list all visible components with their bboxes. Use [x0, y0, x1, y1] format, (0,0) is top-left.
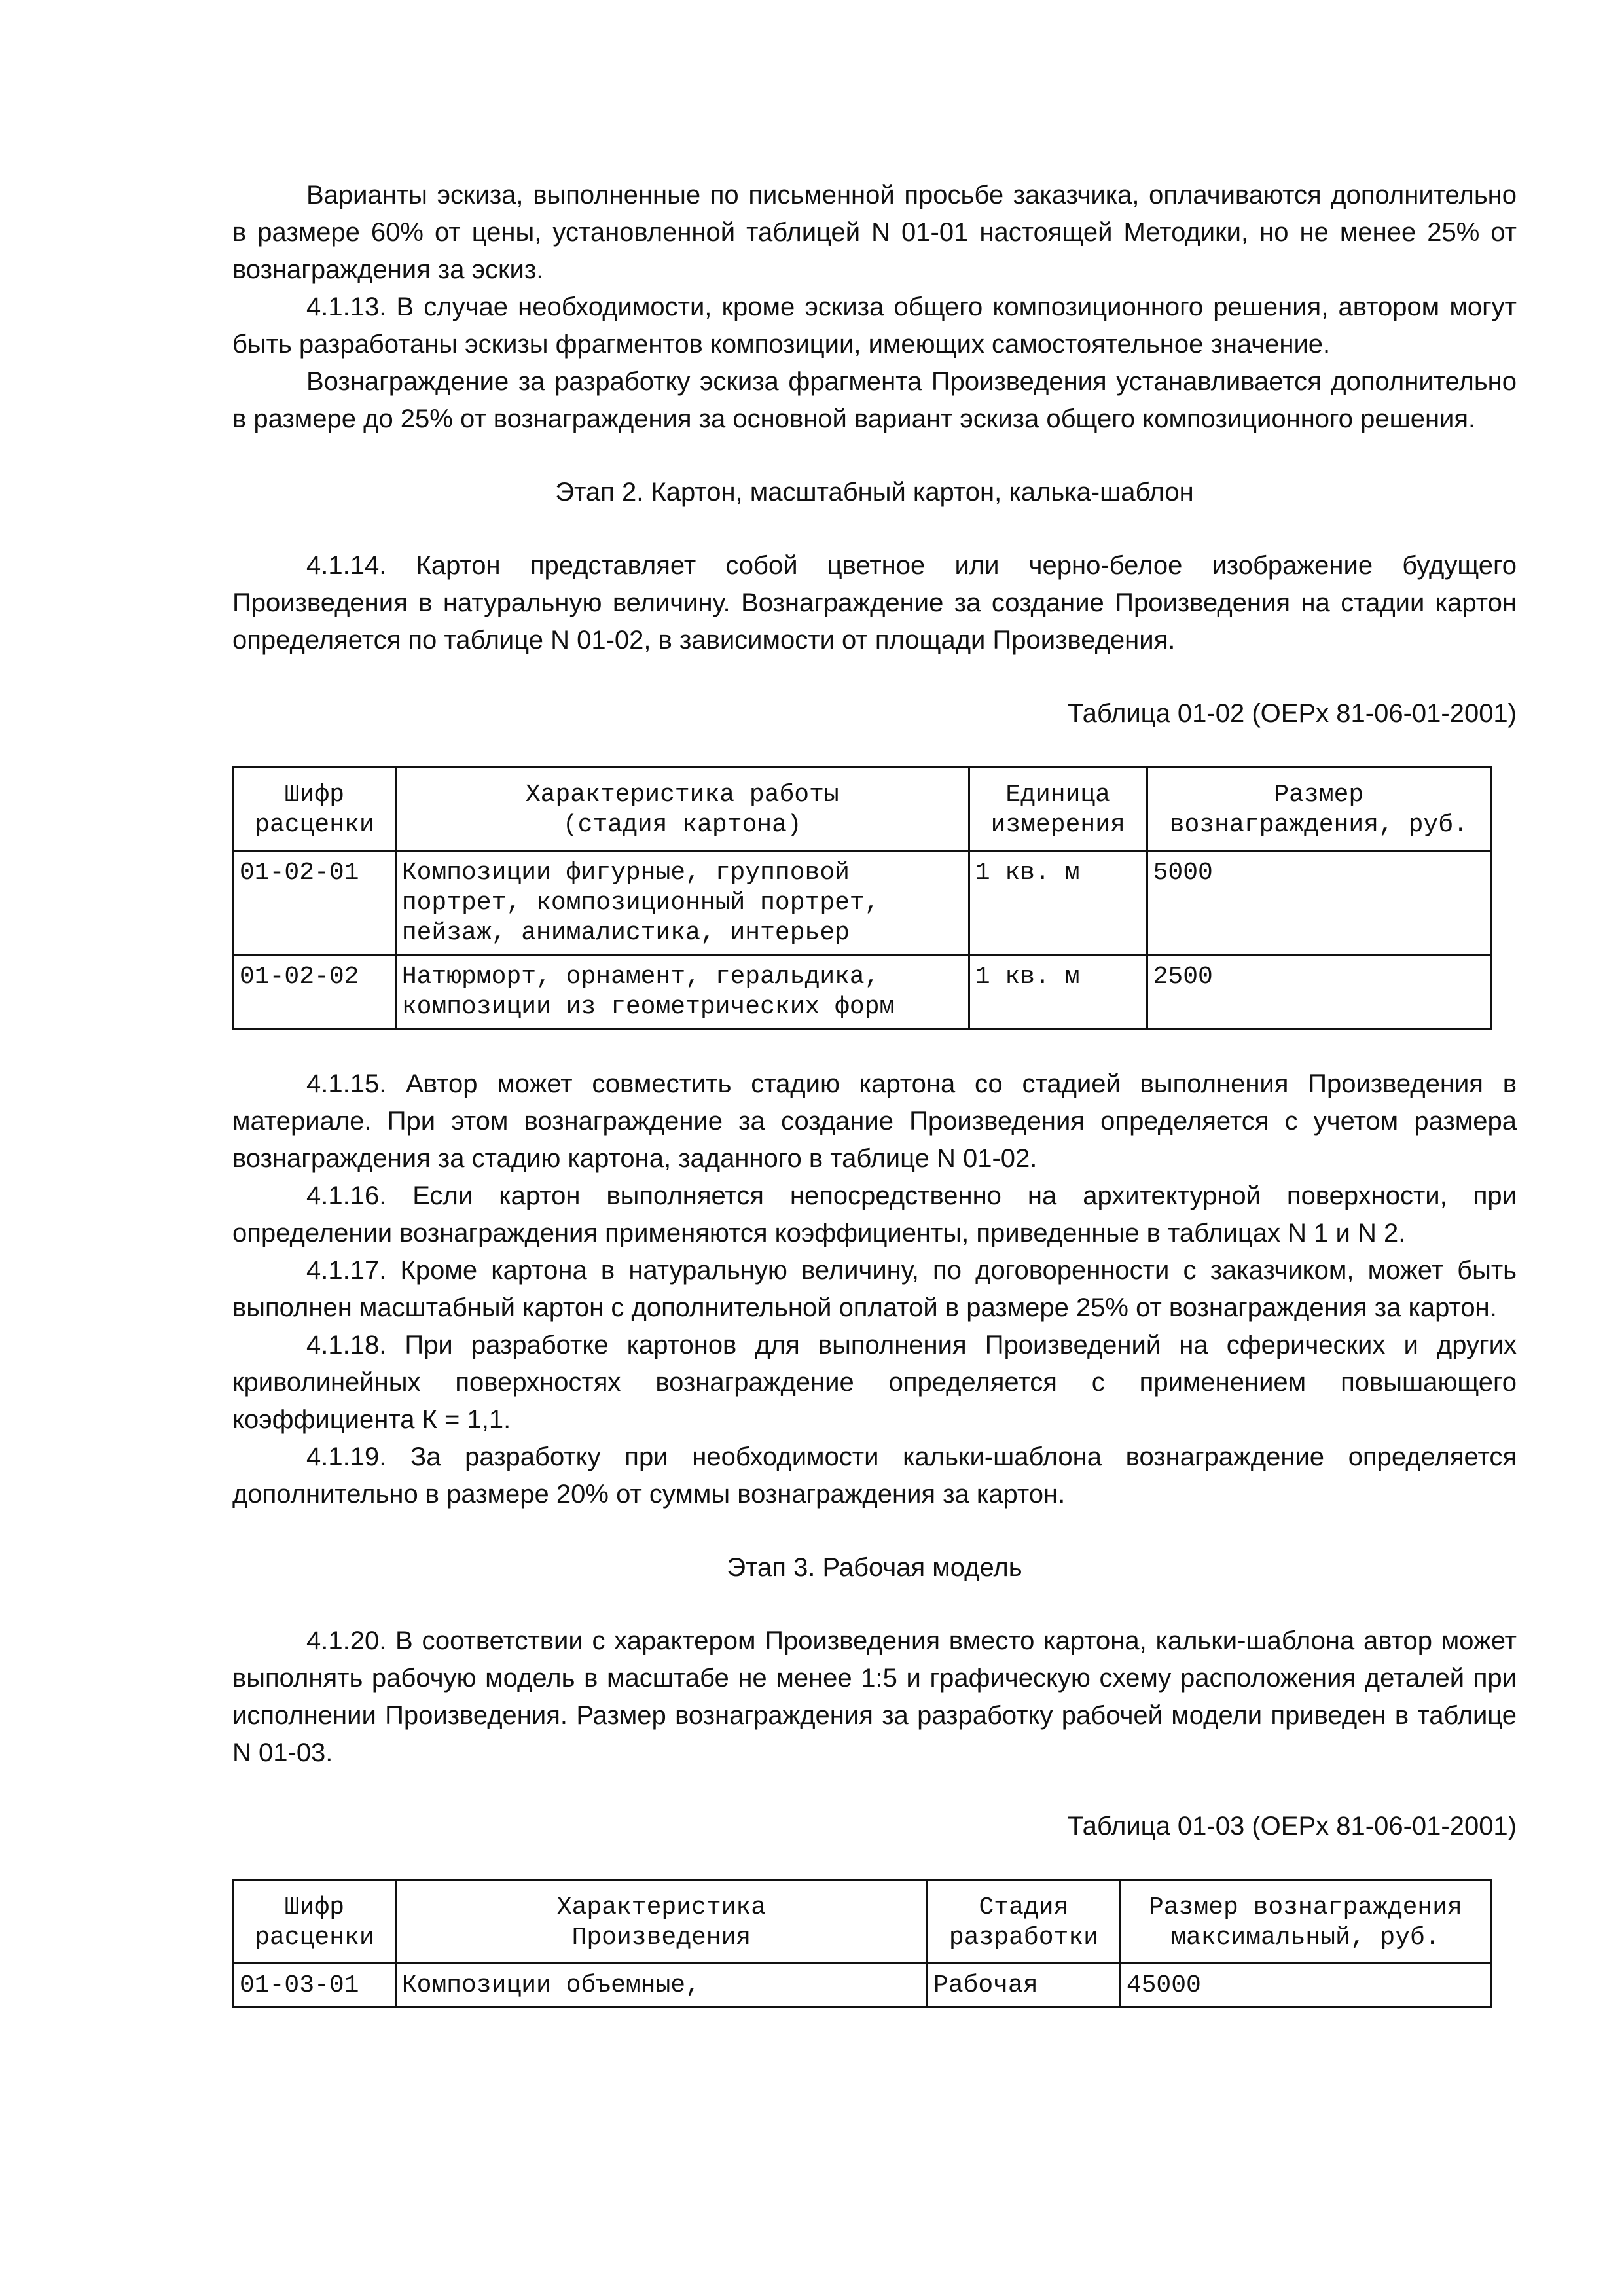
table2-caption: Таблица 01-03 (ОЕРх 81-06-01-2001) — [1067, 1812, 1517, 1840]
table-cell: 01-02-01 — [240, 859, 359, 887]
stage3-heading: Этап 3. Рабочая модель — [727, 1553, 1022, 1582]
paragraph: 4.1.14. Картон представляет собой цветное или черно-белое изображение будущего Произведения в натуральную величину. Вознаграждение за создание Произведения на стадии картон определяется по таблице N 01-02, в зависимости от площади Произведения. — [232, 551, 1517, 655]
header-cell: Шифр расценки — [255, 1893, 374, 1952]
table-cell: 01-02-02 — [240, 963, 359, 991]
table-cell: 2500 — [1153, 963, 1213, 991]
table-cell: 5000 — [1153, 859, 1213, 887]
paragraph: 4.1.13. В случае необходимости, кроме эскиза общего композиционного решения, автором могут быть разработаны эскизы фрагментов композиции, имеющих самостоятельное значение. — [232, 293, 1517, 359]
header-cell: Размер вознаграждения максимальный, руб. — [1148, 1893, 1462, 1952]
paragraph: 4.1.16. Если картон выполняется непосредственно на архитектурной поверхности, при определении вознаграждения применяются коэффициенты, приведенные в таблицах N 1 и N 2. — [232, 1181, 1517, 1247]
table-01-03 — [232, 1879, 1492, 2008]
table-cell: 1 кв. м — [975, 963, 1080, 991]
table1-caption: Таблица 01-02 (ОЕРх 81-06-01-2001) — [1067, 699, 1517, 728]
table-cell: 1 кв. м — [975, 859, 1080, 887]
header-cell: Единица измерения — [990, 781, 1125, 839]
paragraph: Варианты эскиза, выполненные по письменной просьбе заказчика, оплачиваются дополнительно в размере 60% от цены, установленной таблицей N 01-01 настоящей Методики, но не менее 25% от вознаграждения за эскиз. — [232, 181, 1517, 284]
paragraph: 4.1.18. При разработке картонов для выполнения Произведений на сферических и других криволинейных поверхностях вознаграждение определяется с применением повышающего коэффициента К = 1,1. — [232, 1331, 1517, 1434]
table-cell: Натюрморт, орнамент, геральдика, композиции из геометрических форм — [401, 963, 895, 1021]
stage2-heading: Этап 2. Картон, масштабный картон, калька-шаблон — [555, 478, 1194, 507]
header-cell: Характеристика работы (стадия картона) — [525, 781, 839, 839]
document-page — [232, 177, 1517, 2008]
paragraph: Вознаграждение за разработку эскиза фрагмента Произведения устанавливается дополнительно в размере до 25% от вознаграждения за основной вариант эскиза общего композиционного решения. — [232, 367, 1517, 433]
table-cell: Композиции фигурные, групповой портрет, композиционный портрет, пейзаж, анималистика, интерьер — [401, 859, 880, 947]
table-cell: 01-03-01 — [240, 1971, 359, 2000]
header-cell: Стадия разработки — [948, 1893, 1098, 1952]
header-cell: Характеристика Произведения — [556, 1893, 767, 1952]
paragraph: 4.1.17. Кроме картона в натуральную величину, по договоренности с заказчиком, может быть выполнен масштабный картон с дополнительной оплатой в размере 25% от вознаграждения за картон. — [232, 1256, 1517, 1322]
paragraph: 4.1.19. За разработку при необходимости кальки-шаблона вознаграждение определяется дополнительно в размере 20% от суммы вознаграждения за картон. — [232, 1443, 1517, 1509]
table-cell: 45000 — [1126, 1971, 1201, 2000]
table-row — [234, 851, 1491, 955]
paragraph: 4.1.15. Автор может совместить стадию картона со стадией выполнения Произведения в материале. При этом вознаграждение за создание Произведения определяется с учетом размера вознаграждения за стадию картона, заданного в таблице N 01-02. — [232, 1069, 1517, 1173]
header-cell: Шифр расценки — [255, 781, 374, 839]
table-01-02 — [232, 766, 1492, 1030]
table-row — [234, 1964, 1491, 2007]
table-header-row — [234, 1880, 1491, 1964]
header-cell: Размер вознаграждения, руб. — [1169, 781, 1468, 839]
table-header-row — [234, 768, 1491, 851]
table-row — [234, 955, 1491, 1029]
paragraph: 4.1.20. В соответствии с характером Произведения вместо картона, кальки-шаблона автор может выполнять рабочую модель в масштабе не менее 1:5 и графическую схему расположения деталей при исполнении Произведения. Размер вознаграждения за разработку рабочей модели приведен в таблице N 01-03. — [232, 1626, 1517, 1767]
table-cell: Композиции объемные, — [401, 1971, 700, 2000]
table-cell: Рабочая — [933, 1971, 1038, 2000]
